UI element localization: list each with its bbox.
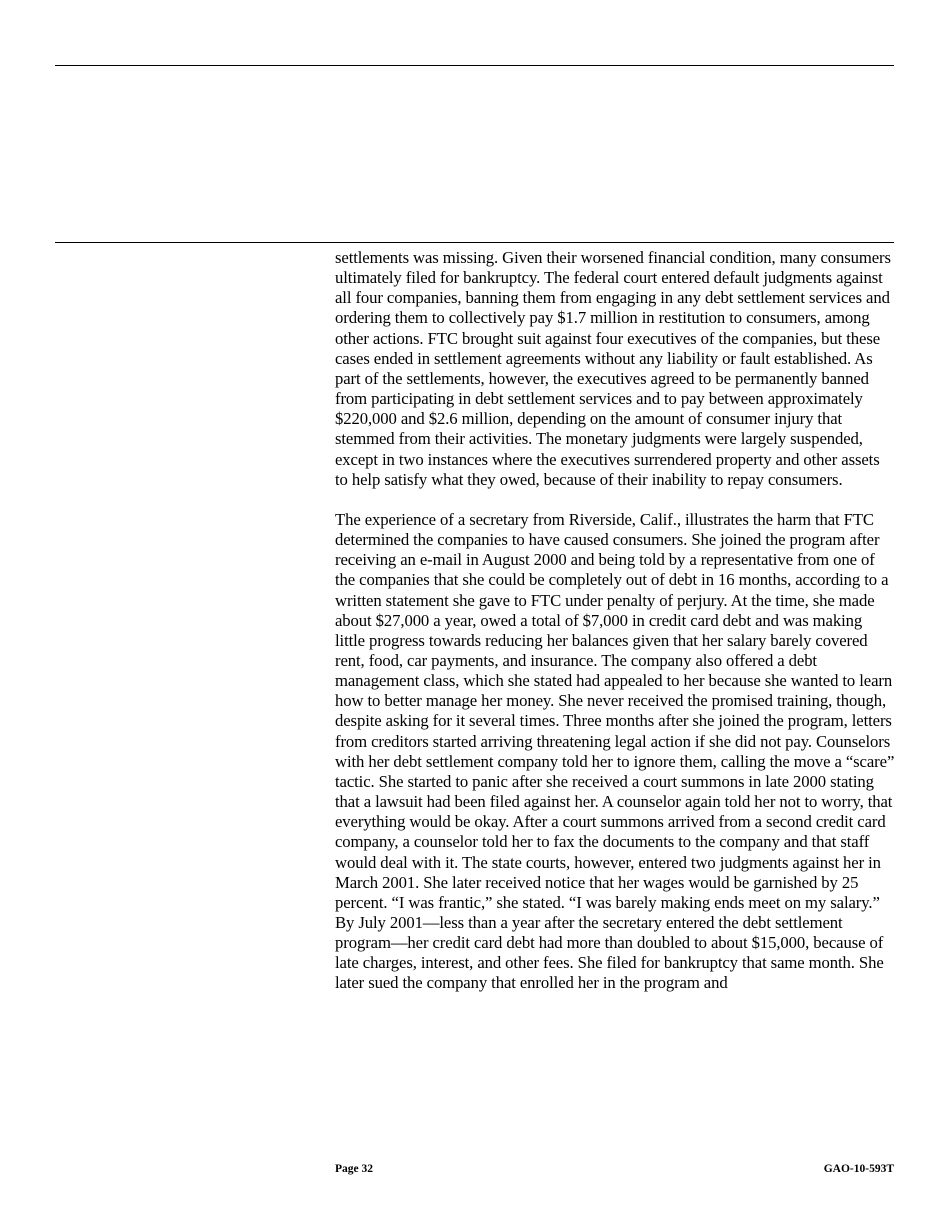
paragraph-1: settlements was missing. Given their worsened financial condition, many consumers ultimately filed for bankruptcy. The federal court entered default judgments against all four companies, banning them from engaging in any debt settlement services and ordering them to collectively pay $1.7 million in restitution to consumers, among other actions. FTC brought suit against four executives of the companies, but these cases ended in settlement agreements without any liability or fault established. As part of the settlements, however, the executives agreed to be permanently banned from participating in debt settlement services and to pay between approximately $220,000 and $2.6 million, depending on the amount of consumer injury that stemmed from their activities. The monetary judgments were largely suspended, except in two instances where the executives surrendered property and other assets to help satisfy what they owed, because of their inability to repay consumers. (335, 248, 891, 489)
paragraph-2: The experience of a secretary from Riverside, Calif., illustrates the harm that FTC determined the companies to have caused consumers. She joined the program after receiving an e-mail in August 2000 and being told by a representative from one of the companies that she could be completely out of debt in 16 months, according to a written statement she gave to FTC under penalty of perjury. At the time, she made about $27,000 a year, owed a total of $7,000 in credit card debt and was making little progress towards reducing her balances given that her salary barely covered rent, food, car payments, and insurance. The company also offered a debt management class, which she stated had appealed to her because she wanted to learn how to better manage her money. She never received the promised training, though, despite asking for it several times. Three months after she joined the program, letters from creditors started arriving threatening legal action if she did not pay. Counselors with her debt settlement company told her to ignore them, calling the move a “scare” tactic. She started to panic after she received a court summons in late 2000 stating that a lawsuit had been filed against her. A counselor again told her not to worry, that everything would be okay. After a court summons arrived from a second credit card company, a counselor told her to fax the documents to the company and that staff would deal with it. The state courts, however, entered two judgments against her in March 2001. She later received notice that her wages would be garnished by 25 percent. “I was frantic,” she stated. “I was barely making ends meet on my salary.” By July 2001—less than a year after the secretary entered the debt settlement program—her credit card debt had more than doubled to about $15,000, because of late charges, interest, and other fees. She filed for bankruptcy that same month. She later sued the company that enrolled her in the program and (335, 509, 895, 993)
top-rule (55, 65, 894, 66)
section-rule (55, 242, 894, 243)
report-id: GAO-10-593T (823, 1163, 894, 1175)
body-text-column (335, 248, 895, 1014)
page-number: Page 32 (335, 1163, 374, 1175)
